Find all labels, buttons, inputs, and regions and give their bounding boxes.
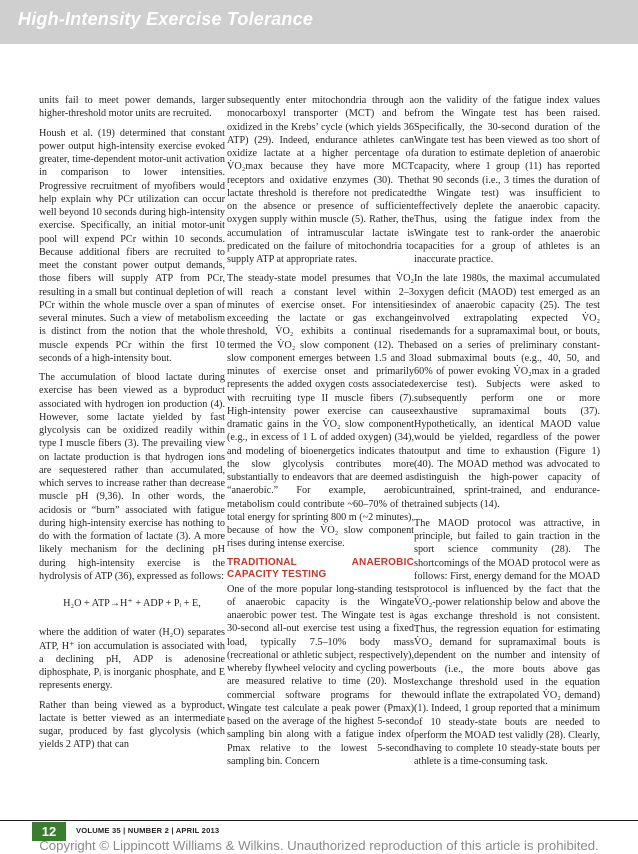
paragraph: In the late 1980s, the maximal accumulated oxygen deficit (MAOD) test emerged as an index of anaerobic capacity (25). The test involved extrapolating expected V̇O₂ demands for a supramaximal bout, or bouts, based on a series of preliminary constant-load submaximal bouts (e.g., 40, 50, and 60% of power evoking V̇O₂max in a graded exercise test). Subjects were asked to subsequently perform one or more exhaustive supramaximal bouts (37). Hypothetically, an identical MAOD value would be yielded, regardless of the power output and time to exhaustion (Figure 1) (40). The MOAD method was advocated to distinguish the high-power capacity of untrained, sprint-trained, and endurance-trained subjects (14). (414, 273, 600, 510)
footer-divider (0, 820, 638, 821)
journal-info: VOLUME 35 | NUMBER 2 | APRIL 2013 (76, 826, 220, 835)
page-number: 12 (41, 824, 57, 839)
text-column-3 (414, 94, 600, 775)
text-column-2 (227, 94, 414, 774)
paragraph: on the validity of the fatigue index values from the Wingate test has been raised. Specifically, the 30-second duration of the Wingate test has been viewed as too short of a duration to estimate depletion of anaerobic capacity, where 1 group (11) has reported that 90 seconds (i.e., 3 times the duration of the Wingate test) was insufficient to effectively deplete the anaerobic capacity. Thus, using the fatigue index from the Wingate test to rank-order the anaerobic capacities for a group of athletes is an inaccurate practice. (414, 95, 600, 265)
copyright-notice: Copyright © Lippincott Williams & Wilkins. Unauthorized reproduction of this article is prohibited. (39, 838, 599, 853)
paragraph: The MAOD protocol was attractive, in principle, but failed to gain traction in the sport science community (28). The shortcomings of the MOAD protocol were as follows: First, energy demand for the MOAD protocol is influenced by the fact that the V̇O₂-power relationship below and above the gas exchange threshold is not consistent. Thus, the regression equation for estimating V̇O₂ demand for supramaximal bouts is dependent on the number and intensity of bouts (i.e., the more bouts above gas exchange threshold used in the equation would inflate the extrapolated V̇O₂ demand) (1). Indeed, 1 group reported that a minimum of 10 steady-state bouts are needed to perform the MOAD test validly (28). Clearly, having to complete 10 steady-state bouts per athlete is a time-consuming task. (414, 517, 600, 768)
text-column-1 (39, 94, 225, 758)
paragraph: units fail to meet power demands, larger higher-threshold motor units are recruited. (39, 95, 225, 120)
header-title: High-Intensity Exercise Tolerance (18, 9, 314, 29)
equation: H₂O + ATP→H⁺ + ADP + Pᵢ + E, (63, 598, 201, 609)
paragraph: Rather than being viewed as a byproduct, lactate is better viewed as an intermediate sugar, produced by fast glycolysis (which yields 2 ATP) that can (39, 699, 225, 751)
paragraph: One of the more popular long-standing tests of anaerobic capacity is the Wingate anaerobic power test. The Wingate test is a 30-second all-out exercise test using a fixed load, typically 7.5–10% body mass (recreational or athletic subject, respectively), whereby flywheel velocity and cycling power are measured relative to time (20). Most commercial software programs for the Wingate test calculate a peak power (Pmax) based on the average of the highest 5-second sampling bin along with a fatigue index of Pmax relative to the lowest 5-second sampling bin. Concern (227, 583, 414, 767)
paragraph: The steady-state model presumes that V̇O₂ will reach a constant level within 2–3 minutes of exercise onset. For intensities exceeding the lactate or gas exchange threshold, V̇O₂ exhibits a continual rise termed the V̇O₂ slow component (12). The slow component emerges between 1.5 and 3 minutes of exercise onset and primarily represents the added oxygen costs associated with recruiting type II muscle fibers (7). High-intensity power exercise can cause dramatic gains in the V̇O₂ slow component (e.g., in excess of 1 L of added oxygen) (34), and modeling of bioenergetics indicates that the slow glycolysis contributes more substantially to endeavors that are deemed as “anaerobic.” For example, aerobic metabolism could contribute ~60–70% of the total energy for sprinting 800 m (~2 minutes), because of how the V̇O₂ slow component rises during intense exercise. (227, 273, 414, 550)
paragraph: subsequently enter mitochondria through a monocarboxyl transporter (MCT) and be oxidized in the Krebs’ cycle (which yields 36 ATP) (29). Indeed, endurance athletes can oxidize lactate at a higher percentage of V̇O₂max because they have more MCT receptors and oxidative enzymes (30). The lactate threshold is therefore not predicated on the absence or presence of sufficient oxygen supply within muscle (5). Rather, the accumulation of intramuscular lactate is predicated on the failure of mitochondria to supply ATP at appropriate rates. (227, 95, 414, 265)
paragraph: Housh et al. (19) determined that constant power output high-intensity exercise evoked greater, time-dependent motor-unit activation in comparison to lower intensities. Progressive recruitment of myofibers would help explain why PCr utilization can occur well beyond 10 seconds during high-intensity exercise. Specifically, an initial motor-unit pool will expend PCr within 10 seconds. Because additional fibers are recruited to meet the constant power output demands, those fibers will supply ATP from PCr, resulting in a small but continual depletion of PCr within the whole muscle over a span of several minutes. Such a view of metabolism is distinct from the notion that the whole muscle expends PCr within the first 10 seconds of a high-intensity bout. (39, 127, 225, 364)
paragraph: The accumulation of blood lactate during exercise has been viewed as a byproduct associated with hydrogen ion production (4). However, some lactate yielded by fast glycolysis can be oxidized readily within type I muscle fibers (3). The prevailing view on lactate production is that hydrogen ions are sequestered rather than accumulated, which serves to increase rather than decrease muscle pH (9,36). In other words, the acidosis or “burn” associated with fatigue during high-intensity exercise has nothing to do with the formation of lactate (3). A more likely mechanism for the declining pH during high-intensity exercise is the hydrolysis of ATP (36), expressed as follows: (39, 372, 225, 582)
running-header (0, 0, 638, 44)
section-heading: TRADITIONAL ANAEROBIC CAPACITY TESTING (227, 556, 414, 580)
paragraph: where the addition of water (H₂O) separates ATP, H⁺ ion accumulation is associated with a declining pH, ADP is adenosine diphosphate, Pᵢ is inorganic phosphate, and E represents energy. (39, 627, 225, 692)
